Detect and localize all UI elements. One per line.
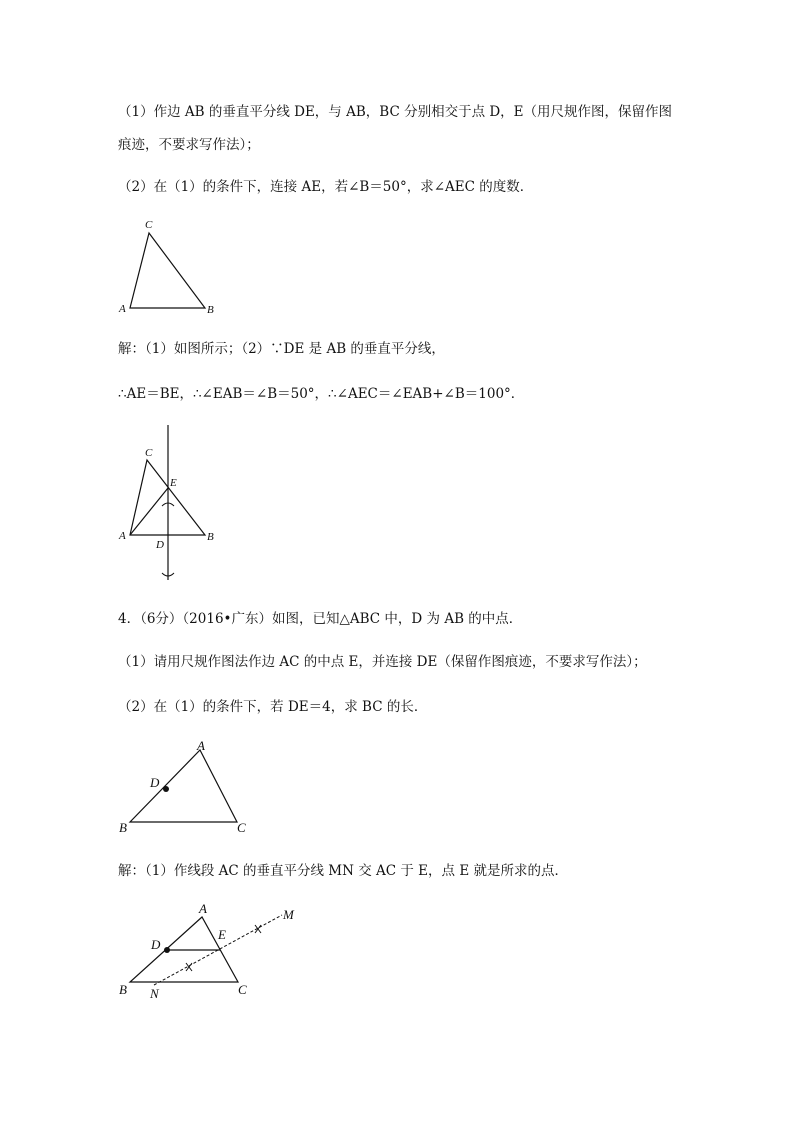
q3-part1-line1: （1）作边 AB 的垂直平分线 DE，与 AB，BC 分别相交于点 D，E（用尺规作图，保留作图 xyxy=(118,104,673,120)
label-c: C xyxy=(145,447,153,459)
q3-solution-line2: ∴AE＝BE，∴∠EAB＝∠B＝50°，∴∠AEC＝∠EAB+∠B＝100°． xyxy=(118,386,525,402)
point-d xyxy=(163,786,169,792)
figure-perpendicular-bisector xyxy=(110,420,240,590)
label-b: B xyxy=(207,304,214,316)
label-b: B xyxy=(207,531,214,543)
q4-part2: （2）在（1）的条件下，若 DE＝4，求 BC 的长． xyxy=(118,699,428,715)
label-d: D xyxy=(150,775,160,790)
q4-part1: （1）请用尺规作图法作边 AC 的中点 E，并连接 DE（保留作图痕迹，不要求写作法）； xyxy=(118,654,647,670)
label-b: B xyxy=(119,982,127,997)
q4-header: 4．（6分）（2016•广东）如图，已知△ABC 中，D 为 AB 的中点． xyxy=(118,611,523,627)
label-d: D xyxy=(156,539,164,551)
label-e: E xyxy=(170,477,177,489)
figure-triangle-abc xyxy=(110,215,230,320)
label-c: C xyxy=(237,820,246,835)
label-a: A xyxy=(119,303,126,315)
label-m: M xyxy=(283,907,294,922)
point-d xyxy=(164,947,170,953)
q3-part2: （2）在（1）的条件下，连接 AE，若∠B＝50°，求∠AEC 的度数． xyxy=(118,179,534,195)
label-a: A xyxy=(119,530,126,542)
label-b: B xyxy=(119,820,127,835)
figure-triangle-abc-d xyxy=(110,735,260,840)
label-a: A xyxy=(199,901,207,916)
label-d: D xyxy=(151,937,161,952)
triangle-abc-shape xyxy=(130,750,237,822)
q3-part1-line2: 痕迹，不要求写作法）； xyxy=(118,137,260,153)
triangle-abc-shape xyxy=(130,233,205,308)
q3-solution-line1: 解：（1）如图所示；（2）∵DE 是 AB 的垂直平分线， xyxy=(118,341,445,357)
figure-midpoint-construction xyxy=(110,897,310,1002)
q4-solution-line1: 解：（1）作线段 AC 的垂直平分线 MN 交 AC 于 E，点 E 就是所求的点． xyxy=(118,863,568,879)
label-c: C xyxy=(238,982,247,997)
label-n: N xyxy=(150,986,159,1001)
label-e: E xyxy=(218,927,226,942)
label-a: A xyxy=(197,738,205,753)
label-c: C xyxy=(145,219,153,231)
